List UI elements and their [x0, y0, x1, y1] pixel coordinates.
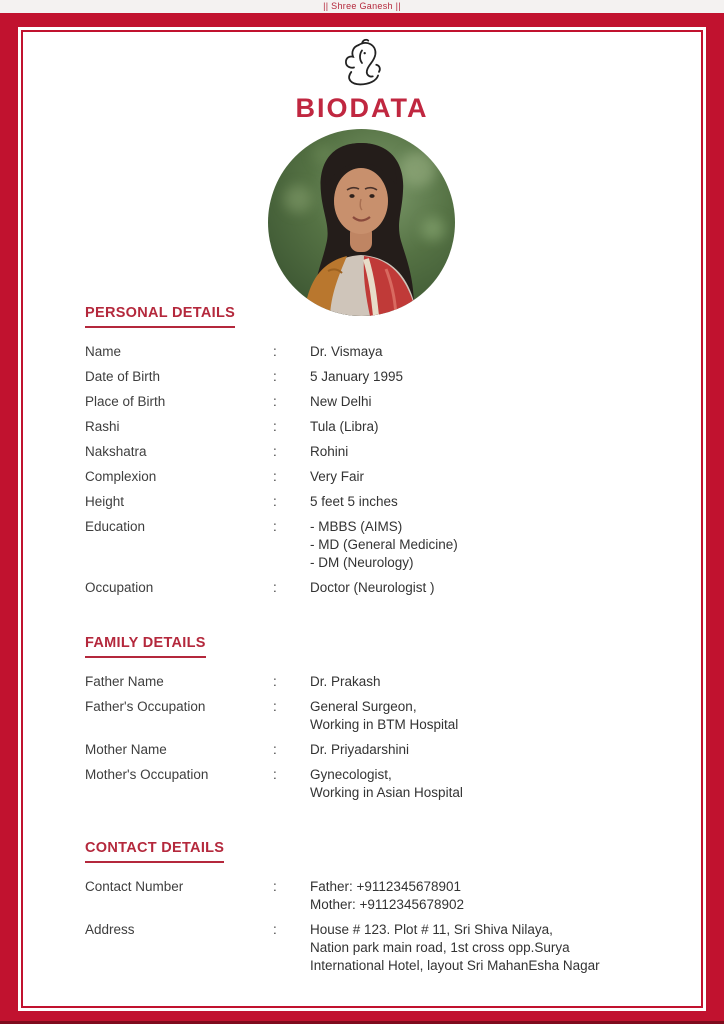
field-separator: :	[273, 344, 277, 359]
field-value-line: House # 123. Plot # 11, Sri Shiva Nilaya,	[310, 922, 553, 937]
field-separator: :	[273, 742, 277, 757]
field-label: Date of Birth	[85, 369, 161, 384]
field-value-line: Tula (Libra)	[310, 419, 379, 434]
field-value-line: Dr. Prakash	[310, 674, 381, 689]
sections	[85, 304, 667, 982]
top-banner	[0, 0, 724, 13]
field-row	[85, 343, 667, 361]
section-heading-family-details: FAMILY DETAILS	[85, 635, 206, 658]
field-value-line: Doctor (Neurologist )	[310, 580, 435, 595]
field-row	[85, 418, 667, 436]
field-value-line: Mother: +9112345678902	[310, 897, 465, 912]
field-value-line: Father: +9112345678901	[310, 879, 462, 894]
field-row	[85, 673, 667, 691]
section-contact-details	[85, 839, 667, 975]
field-value	[310, 921, 667, 975]
field-separator: :	[273, 494, 277, 509]
field-separator: :	[273, 369, 277, 384]
field-separator: :	[273, 922, 277, 937]
field-separator: :	[273, 419, 277, 434]
field-separator: :	[273, 469, 277, 484]
field-value-line: 5 January 1995	[310, 369, 404, 384]
field-label: Occupation	[85, 580, 154, 595]
section-family-details	[85, 634, 667, 802]
top-banner-text: || Shree Ganesh ||	[323, 1, 401, 11]
field-value	[310, 343, 667, 361]
field-value	[310, 673, 667, 691]
field-label: Height	[85, 494, 125, 509]
red-border-frame	[0, 13, 724, 1024]
field-value-line: - MD (General Medicine)	[310, 537, 458, 552]
field-row	[85, 741, 667, 759]
field-label: Education	[85, 519, 146, 534]
field-separator: :	[273, 879, 277, 894]
section-heading-personal-details: PERSONAL DETAILS	[85, 305, 235, 328]
field-value-line: Very Fair	[310, 469, 365, 484]
ganesh-icon	[335, 38, 389, 93]
field-separator: :	[273, 394, 277, 409]
field-row	[85, 766, 667, 802]
field-value	[310, 579, 667, 597]
field-row	[85, 921, 667, 975]
field-value-line: 5 feet 5 inches	[310, 494, 398, 509]
field-value-line: Rohini	[310, 444, 349, 459]
field-value-line: International Hotel, layout Sri MahanEsha Nagar	[310, 958, 600, 973]
section-heading-contact-details: CONTACT DETAILS	[85, 840, 224, 863]
field-value-line: New Delhi	[310, 394, 372, 409]
field-label: Rashi	[85, 419, 120, 434]
document-header	[23, 38, 701, 124]
field-label: Place of Birth	[85, 394, 166, 409]
field-label: Nakshatra	[85, 444, 147, 459]
profile-photo	[268, 129, 455, 316]
field-value-line: General Surgeon,	[310, 699, 417, 714]
field-row	[85, 468, 667, 486]
field-label: Name	[85, 344, 122, 359]
field-value-line: Nation park main road, 1st cross opp.Surya	[310, 940, 570, 955]
section-personal-details	[85, 304, 667, 597]
field-row	[85, 443, 667, 461]
field-value	[310, 878, 667, 914]
field-row	[85, 698, 667, 734]
field-separator: :	[273, 674, 277, 689]
field-value	[310, 741, 667, 759]
field-value	[310, 493, 667, 511]
field-value-line: Dr. Vismaya	[310, 344, 383, 359]
field-row	[85, 393, 667, 411]
document-sheet	[21, 30, 703, 1008]
field-value	[310, 468, 667, 486]
field-value-line: - MBBS (AIMS)	[310, 519, 403, 534]
field-label: Complexion	[85, 469, 157, 484]
field-row	[85, 493, 667, 511]
field-value-line: - DM (Neurology)	[310, 555, 414, 570]
field-separator: :	[273, 767, 277, 782]
field-label: Father Name	[85, 674, 164, 689]
field-row	[85, 878, 667, 914]
field-label: Father's Occupation	[85, 699, 206, 714]
field-value-line: Working in Asian Hospital	[310, 785, 463, 800]
field-separator: :	[273, 519, 277, 534]
page-title: BIODATA	[295, 93, 429, 123]
field-value-line: Working in BTM Hospital	[310, 717, 459, 732]
field-value-line: Dr. Priyadarshini	[310, 742, 410, 757]
field-label: Mother Name	[85, 742, 167, 757]
field-value	[310, 368, 667, 386]
field-separator: :	[273, 580, 277, 595]
field-value-line: Gynecologist,	[310, 767, 392, 782]
portrait-illustration	[268, 129, 455, 316]
field-value	[310, 393, 667, 411]
field-row	[85, 518, 667, 572]
field-label: Contact Number	[85, 879, 184, 894]
field-label: Mother's Occupation	[85, 767, 209, 782]
field-separator: :	[273, 444, 277, 459]
field-value	[310, 443, 667, 461]
field-label: Address	[85, 922, 135, 937]
field-separator: :	[273, 699, 277, 714]
field-row	[85, 579, 667, 597]
field-value	[310, 698, 667, 734]
field-value	[310, 418, 667, 436]
field-value	[310, 518, 667, 572]
field-row	[85, 368, 667, 386]
field-value	[310, 766, 667, 802]
